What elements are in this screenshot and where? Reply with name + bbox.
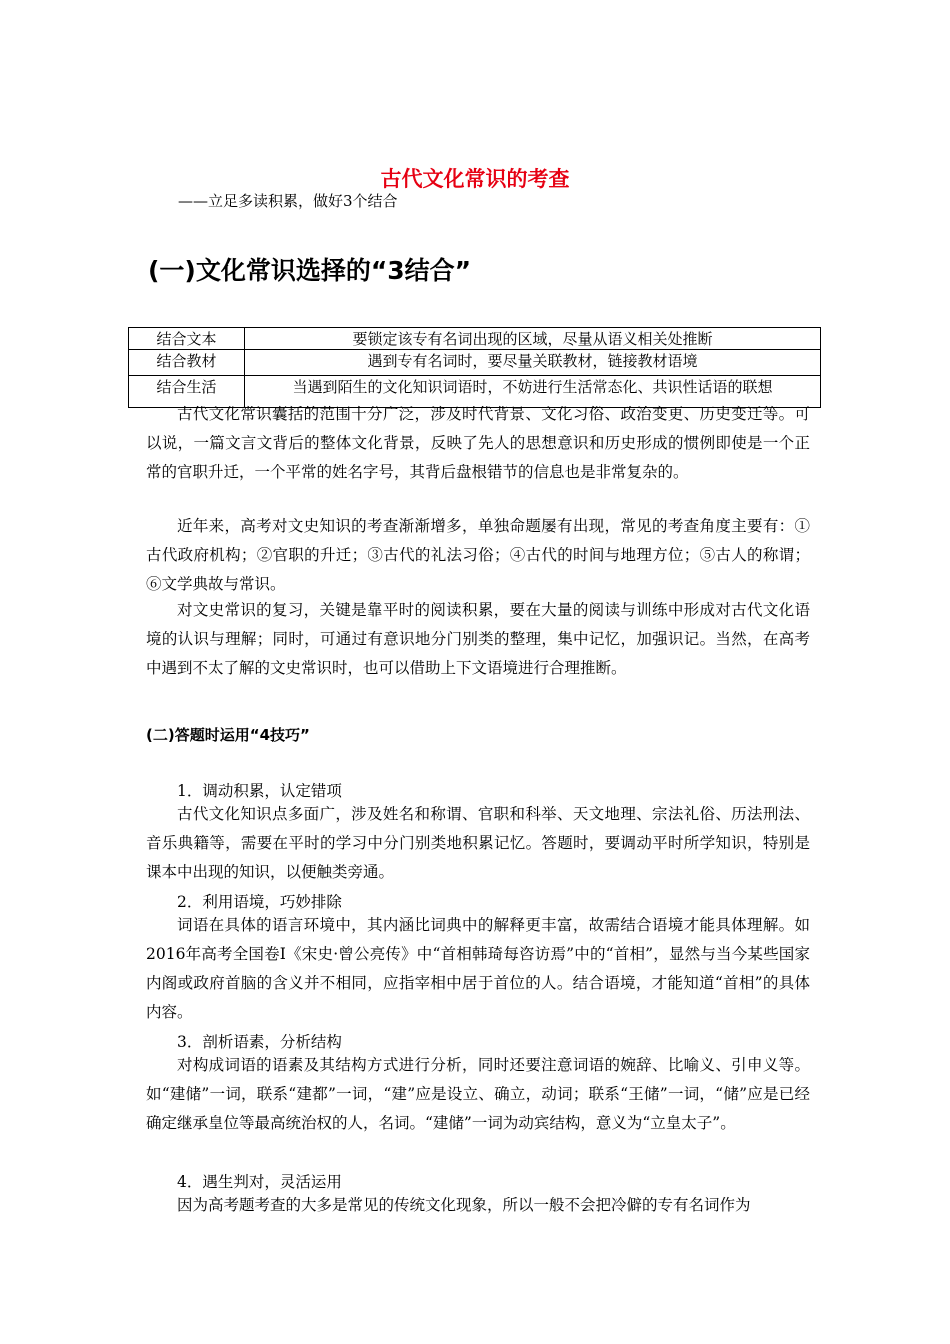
page-subtitle: ——立足多读积累，做好3个结合 [178,192,398,210]
technique-text: 对构成词语的语素及其结构方式进行分析，同时还要注意词语的婉辞、比喻义、引申义等。如“建储”一词，联系“建都”一词，“建”应是设立、确立，动词；联系“王储”一词，“储”应是已经确定继承皇位等最高统治权的人，名词。“建储”一词为动宾结构，意义为“立皇太子”。 [146,1056,810,1132]
paragraph: 古代文化常识囊括的范围十分广泛，涉及时代背景、文化习俗、政治变更、历史变迁等。可以说，一篇文言文背后的整体文化背景，反映了先人的思想意识和历史形成的惯例即使是一个正常的官职升迁，一个平常的姓名字号，其背后盘根错节的信息也是非常复杂的。 [146,405,810,481]
technique-heading: 4．遇生判对，灵活运用 [177,1173,342,1191]
page-title: 古代文化常识的考查 [380,167,570,191]
table-cell-text: 要锁定该专有名词出现的区域，尽量从语义相关处推断 [245,328,821,350]
table-cell-label: 结合生活 [129,376,245,408]
technique-heading: 3．剖析语素，分析结构 [177,1033,342,1051]
table-row [129,328,821,350]
table-row [129,350,821,376]
table-cell-label: 结合教材 [129,350,245,376]
paragraph: 对文史常识的复习，关键是靠平时的阅读积累，要在大量的阅读与训练中形成对古代文化语境的认识与理解；同时，可通过有意识地分门别类的整理，集中记忆，加强识记。当然，在高考中遇到不太了解的文史常识时，也可以借助上下文语境进行合理推断。 [146,601,810,677]
table-cell-label: 结合文本 [129,328,245,350]
technique-text: 因为高考题考查的大多是常见的传统文化现象，所以一般不会把冷僻的专有名词作为 [177,1196,751,1214]
technique-heading: 1．调动积累，认定错项 [177,782,342,800]
table-cell-text: 当遇到陌生的文化知识词语时，不妨进行生活常态化、共识性话语的联想 [245,376,821,408]
table-cell-text: 遇到专有名词时，要尽量关联教材，链接教材语境 [245,350,821,376]
technique-heading: 2．利用语境，巧妙排除 [177,893,342,911]
section-heading-1: (一)文化常识选择的“3结合” [148,256,472,285]
combination-table [128,327,821,408]
paragraph: 近年来，高考对文史知识的考查渐渐增多，单独命题屡有出现，常见的考查角度主要有：①古代政府机构；②官职的升迁；③古代的礼法习俗；④古代的时间与地理方位；⑤古人的称谓；⑥文学典故与常识。 [146,517,810,593]
technique-text: 词语在具体的语言环境中，其内涵比词典中的解释更丰富，故需结合语境才能具体理解。如2016年高考全国卷Ⅰ《宋史·曾公亮传》中“首相韩琦每咨访焉”中的“首相”，显然与当今某些国家内阁或政府首脑的含义并不相同，应指宰相中居于首位的人。结合语境，才能知道“首相”的具体内容。 [146,916,810,1021]
technique-text: 古代文化知识点多面广，涉及姓名和称谓、官职和科举、天文地理、宗法礼俗、历法刑法、音乐典籍等，需要在平时的学习中分门别类地积累记忆。答题时，要调动平时所学知识，特别是课本中出现的知识，以便触类旁通。 [146,805,810,881]
section-heading-2: (二)答题时运用“4技巧” [146,726,310,744]
